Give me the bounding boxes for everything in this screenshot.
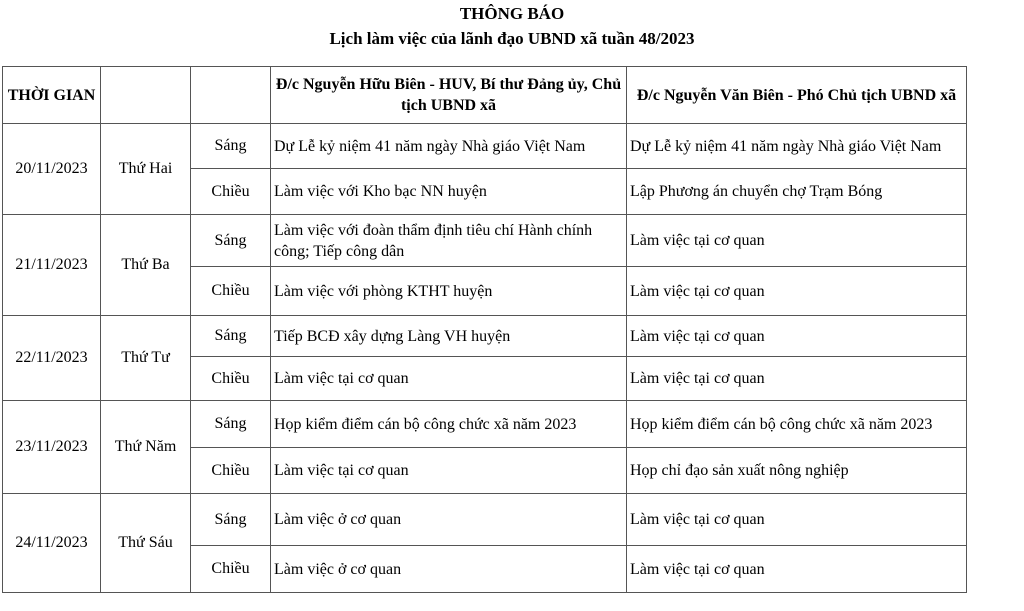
leader2-task-cell: Làm việc tại cơ quan xyxy=(627,357,967,401)
leader1-task-cell: Làm việc ở cơ quan xyxy=(271,494,627,546)
session-cell: Sáng xyxy=(191,494,271,546)
weekday-column-header xyxy=(101,67,191,124)
session-cell: Chiều xyxy=(191,546,271,593)
table-row xyxy=(3,124,967,169)
leader1-task-cell: Tiếp BCĐ xây dựng Làng VH huyện xyxy=(271,316,627,357)
leader2-task-cell: Họp chỉ đạo sản xuất nông nghiệp xyxy=(627,448,967,494)
time-column-header: THỜI GIAN xyxy=(3,67,101,124)
leader1-task-cell: Dự Lễ kỷ niệm 41 năm ngày Nhà giáo Việt Nam xyxy=(271,124,627,169)
date-cell: 21/11/2023 xyxy=(3,215,101,316)
leader2-task-cell: Dự Lễ kỷ niệm 41 năm ngày Nhà giáo Việt Nam xyxy=(627,124,967,169)
weekday-cell: Thứ Tư xyxy=(101,316,191,401)
leader2-task-cell: Làm việc tại cơ quan xyxy=(627,494,967,546)
schedule-table xyxy=(2,66,967,593)
leader1-task-cell: Làm việc với phòng KTHT huyện xyxy=(271,267,627,316)
weekday-cell: Thứ Năm xyxy=(101,401,191,494)
leader1-task-cell: Làm việc với Kho bạc NN huyện xyxy=(271,169,627,215)
leader1-column-header: Đ/c Nguyễn Hữu Biên - HUV, Bí thư Đảng ủy, Chủ tịch UBND xã xyxy=(271,67,627,124)
leader1-task-cell: Họp kiểm điểm cán bộ công chức xã năm 2023 xyxy=(271,401,627,448)
leader1-task-cell: Làm việc với đoàn thẩm định tiêu chí Hành chính công; Tiếp công dân xyxy=(271,215,627,267)
leader2-task-cell: Lập Phương án chuyển chợ Trạm Bóng xyxy=(627,169,967,215)
table-row xyxy=(3,316,967,357)
date-cell: 20/11/2023 xyxy=(3,124,101,215)
session-cell: Sáng xyxy=(191,124,271,169)
leader1-task-cell: Làm việc ở cơ quan xyxy=(271,546,627,593)
leader1-task-cell: Làm việc tại cơ quan xyxy=(271,357,627,401)
session-cell: Sáng xyxy=(191,316,271,357)
notice-title: THÔNG BÁO xyxy=(459,4,565,23)
weekday-cell: Thứ Hai xyxy=(101,124,191,215)
date-cell: 24/11/2023 xyxy=(3,494,101,593)
leader2-task-cell: Làm việc tại cơ quan xyxy=(627,546,967,593)
leader2-task-cell: Làm việc tại cơ quan xyxy=(627,267,967,316)
session-cell: Chiều xyxy=(191,267,271,316)
session-column-header xyxy=(191,67,271,124)
table-row xyxy=(3,494,967,546)
session-cell: Sáng xyxy=(191,401,271,448)
notice-subtitle: Lịch làm việc của lãnh đạo UBND xã tuần 48/2023 xyxy=(329,29,695,48)
leader2-task-cell: Làm việc tại cơ quan xyxy=(627,215,967,267)
session-cell: Chiều xyxy=(191,357,271,401)
leader2-task-cell: Làm việc tại cơ quan xyxy=(627,316,967,357)
table-row xyxy=(3,401,967,448)
weekday-cell: Thứ Ba xyxy=(101,215,191,316)
table-row xyxy=(3,215,967,267)
leader2-column-header: Đ/c Nguyễn Văn Biên - Phó Chủ tịch UBND xã xyxy=(627,67,967,124)
leader2-task-cell: Họp kiểm điểm cán bộ công chức xã năm 2023 xyxy=(627,401,967,448)
session-cell: Chiều xyxy=(191,169,271,215)
header-row xyxy=(3,67,967,124)
date-cell: 22/11/2023 xyxy=(3,316,101,401)
weekday-cell: Thứ Sáu xyxy=(101,494,191,593)
leader1-task-cell: Làm việc tại cơ quan xyxy=(271,448,627,494)
session-cell: Chiều xyxy=(191,448,271,494)
date-cell: 23/11/2023 xyxy=(3,401,101,494)
session-cell: Sáng xyxy=(191,215,271,267)
